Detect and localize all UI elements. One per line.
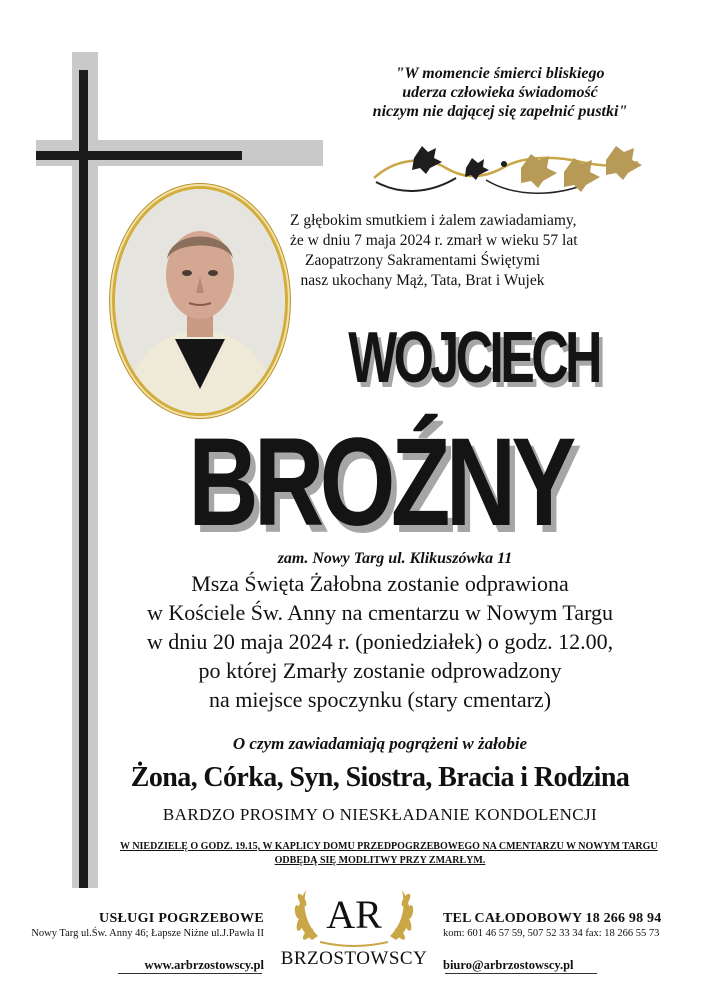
vigil-notice <box>120 840 658 868</box>
footer-company-info <box>14 910 264 973</box>
portrait-photo <box>112 186 288 416</box>
mass-line: po której Zmarły zostanie odprowadzony <box>198 658 562 683</box>
funeral-mass-info <box>110 569 650 714</box>
footer-contact-info <box>443 910 703 973</box>
deceased-first-name: WOJCIECH <box>348 318 599 398</box>
company-address: Nowy Targ ul.Św. Anny 46; Łapsze Niżne ul.J.Pawła II <box>31 928 264 939</box>
intro-line: nasz ukochany Mąż, Tata, Brat i Wujek <box>300 272 545 289</box>
intro-line: Z głębokim smutkiem i żalem zawiadamiamy, <box>290 212 577 229</box>
cross-vertical-bar <box>79 70 88 888</box>
mass-line: w dniu 20 maja 2024 r. (poniedziałek) o godz. 12.00, <box>146 629 614 654</box>
cross-horizontal-bar <box>36 151 242 160</box>
email-link[interactable]: biuro@arbrzostowscy.pl <box>443 958 574 972</box>
phone-number: TEL CAŁODOBOWY 18 266 98 94 <box>443 911 662 926</box>
logo-initials: AR <box>326 892 382 937</box>
mourners-list: Żona, Córka, Syn, Siostra, Bracia i Rodzina <box>130 762 630 793</box>
mass-line: w Kościele Św. Anny na cmentarzu w Nowym Targu <box>146 600 614 625</box>
mass-line: Msza Święta Żałobna zostanie odprawiona <box>191 571 569 596</box>
logo-company-name: BRZOSTOWSCY <box>280 948 428 969</box>
mass-line: na miejsce spoczynku (stary cmentarz) <box>208 687 552 712</box>
company-logo <box>276 878 432 978</box>
mourners-intro: O czym zawiadamiają pogrążeni w żałobie <box>232 734 528 753</box>
announcement-intro <box>290 211 578 291</box>
quote-text: "W momencie śmierci bliskiego uderza człowieka świadomość niczym nie dającej się zapełnić pustki" <box>372 65 628 120</box>
deceased-surname: BROŹNY <box>188 413 572 552</box>
footer-rule-right <box>445 973 597 974</box>
mobile-fax-numbers: kom: 601 46 57 59, 507 52 33 34 fax: 18 266 55 73 <box>443 928 660 939</box>
condolence-request: BARDZO PROSIMY O NIESKŁADANIE KONDOLENCJI <box>162 805 598 824</box>
footer-rule-left <box>118 973 262 974</box>
intro-line: że w dniu 7 maja 2024 r. zmarł w wieku 57 lat <box>290 232 578 249</box>
company-title: USŁUGI POGRZEBOWE <box>99 911 264 926</box>
portrait-figure <box>115 189 285 413</box>
vine-leaves-ornament-icon <box>366 138 646 208</box>
company-website-link[interactable]: www.arbrzostowscy.pl <box>144 958 264 972</box>
vigil-line: ODBĘDĄ SIĘ MODLITWY PRZY ZMARŁYM. <box>274 855 486 866</box>
intro-line: Zaopatrzony Sakramentami Świętymi <box>304 252 541 269</box>
deceased-address: zam. Nowy Targ ul. Klikuszówka 11 <box>277 550 513 567</box>
vigil-line: W NIEDZIELĘ O GODZ. 19.15, W KAPLICY DOMU PRZEDPOGRZEBOWEGO NA CMENTARZU W NOWYM TARGU <box>120 841 658 852</box>
